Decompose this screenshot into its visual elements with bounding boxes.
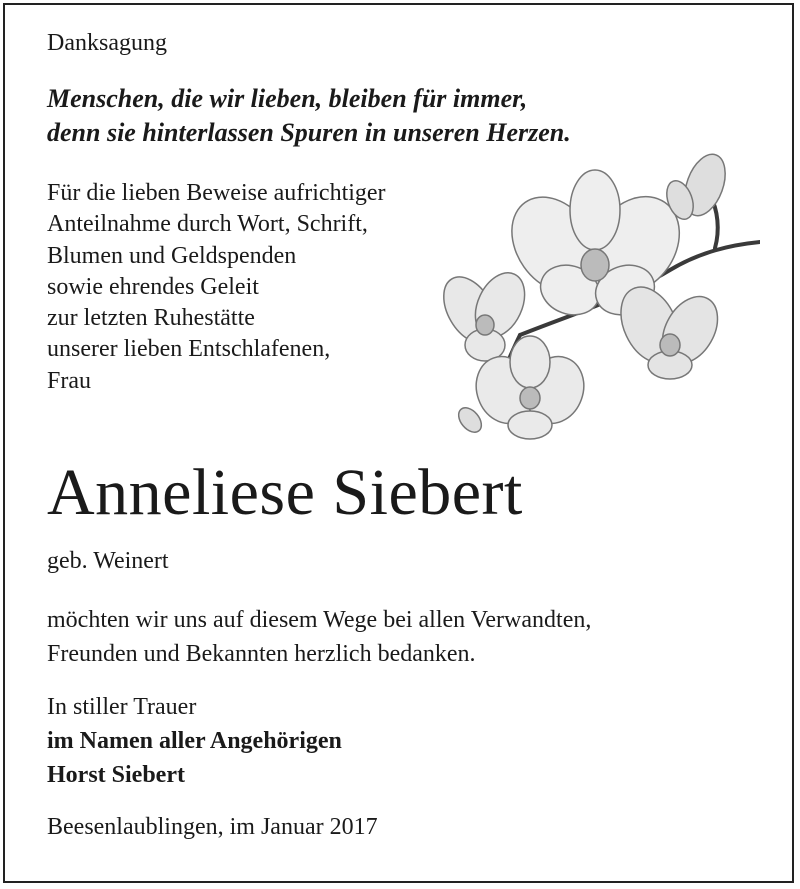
deceased-name: Anneliese Siebert — [47, 456, 523, 529]
signature-family: im Namen aller Angehörigen — [47, 728, 342, 754]
paragraph-line: sowie ehrendes Geleit — [47, 273, 259, 300]
paragraph-line: Für die lieben Beweise aufrichtiger — [47, 180, 386, 206]
thanks-paragraph — [47, 603, 591, 671]
paragraph-line: zur letzten Ruhestätte — [47, 305, 255, 332]
motto-line: denn sie hinterlassen Spuren in unseren Herzen. — [47, 118, 571, 147]
notice-heading: Danksagung — [47, 30, 167, 56]
orchid-blossom-right — [610, 278, 729, 379]
signature-name: Horst Siebert — [47, 762, 185, 788]
paragraph-line: Blumen und Geldspenden — [47, 242, 297, 269]
paragraph-line: Anteilnahme durch Wort, Schrift, — [47, 211, 368, 238]
paragraph-line: möchten wir uns auf diesem Wege bei allen Verwandten, — [47, 607, 592, 633]
paragraph-line: Freunden und Bekannten herzlich bedanken. — [47, 641, 476, 667]
signature-block — [47, 690, 342, 792]
paragraph-line: unserer lieben Entschlafenen, — [47, 336, 331, 363]
motto-line: Menschen, die wir lieben, bleiben für immer, — [47, 84, 528, 113]
paragraph-line: Frau — [47, 367, 91, 394]
gratitude-paragraph — [47, 178, 386, 397]
signature-intro: In stiller Trauer — [47, 694, 197, 720]
maiden-name: geb. Weinert — [47, 548, 169, 574]
place-date: Beesenlaublingen, im Januar 2017 — [47, 814, 378, 840]
orchid-illustration — [430, 140, 760, 450]
